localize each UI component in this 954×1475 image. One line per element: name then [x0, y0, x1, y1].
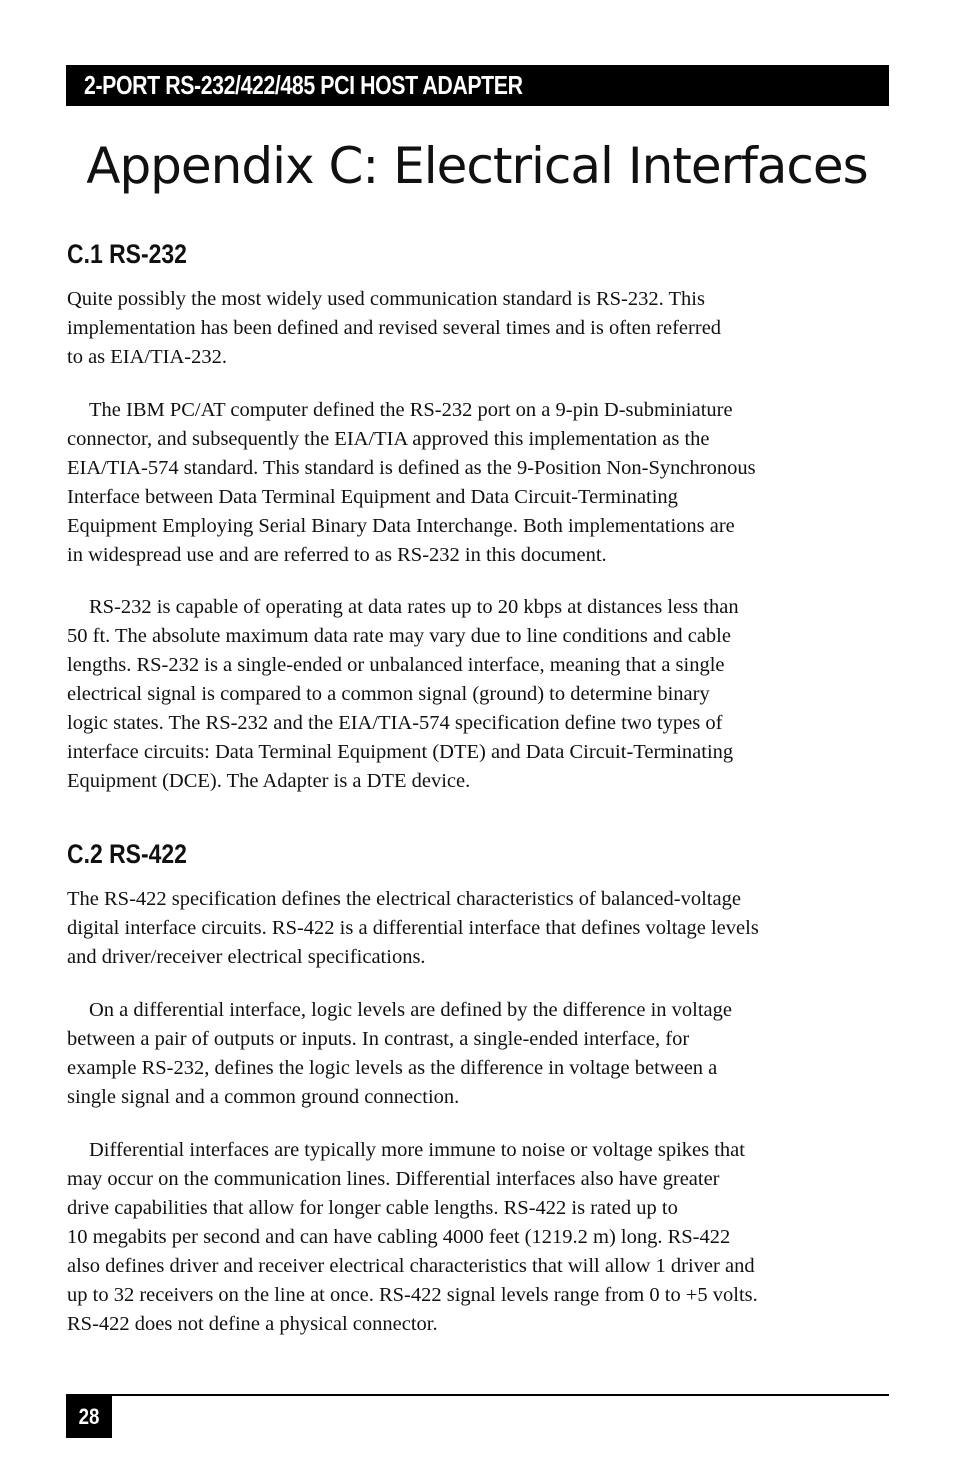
text-line: may occur on the communication lines. Differential interfaces also have greater [67, 1168, 720, 1190]
text-line: in widespread use and are referred to as RS-232 in this document. [67, 544, 607, 566]
paragraph-rs422-noise [67, 1136, 889, 1339]
text-line: digital interface circuits. RS-422 is a differential interface that defines voltage levels [67, 917, 759, 939]
text-line: Interface between Data Terminal Equipment and Data Circuit-Terminating [67, 486, 678, 508]
text-line: 10 megabits per second and can have cabling 4000 feet (1219.2 m) long. RS-422 [67, 1226, 731, 1248]
text-line: also defines driver and receiver electrical characteristics that will allow 1 driver and [67, 1255, 755, 1277]
text-line: On a differential interface, logic levels are defined by the difference in voltage [89, 999, 732, 1021]
paragraph-rs422-differential [67, 996, 889, 1112]
text-line: between a pair of outputs or inputs. In contrast, a single-ended interface, for [67, 1028, 690, 1050]
paragraph-rs232-rates [67, 593, 889, 796]
text-line: lengths. RS-232 is a single-ended or unbalanced interface, meaning that a single [67, 654, 725, 676]
text-line: 50 ft. The absolute maximum data rate may vary due to line conditions and cable [67, 625, 731, 647]
page-number: 28 [78, 1404, 100, 1429]
footer-rule [66, 1394, 889, 1396]
text-line: to as EIA/TIA-232. [67, 346, 227, 368]
paragraph-rs232-intro [67, 285, 889, 372]
text-line: logic states. The RS-232 and the EIA/TIA-574 specification define two types of [67, 712, 723, 734]
text-line: RS-232 is capable of operating at data rates up to 20 kbps at distances less than [89, 596, 739, 618]
text-line: The RS-422 specification defines the electrical characteristics of balanced-voltage [67, 888, 741, 910]
text-line: example RS-232, defines the logic levels as the difference in voltage between a [67, 1057, 718, 1079]
text-line: connector, and subsequently the EIA/TIA approved this implementation as the [67, 428, 710, 450]
text-line: implementation has been defined and revised several times and is often referred [67, 317, 722, 339]
text-line: Quite possibly the most widely used communication standard is RS-232. This [67, 288, 705, 310]
section-heading-rs422: C.2 RS-422 [67, 839, 187, 869]
running-header-bar [66, 65, 889, 106]
text-line: drive capabilities that allow for longer cable lengths. RS-422 is rated up to [67, 1197, 678, 1219]
text-line: Equipment Employing Serial Binary Data Interchange. Both implementations are [67, 515, 735, 537]
text-line: Differential interfaces are typically more immune to noise or voltage spikes that [89, 1139, 745, 1161]
section-heading-rs232: C.1 RS-232 [67, 239, 187, 269]
running-header-title: 2-PORT RS-232/422/485 PCI HOST ADAPTER [84, 70, 523, 100]
text-line: The IBM PC/AT computer defined the RS-232 port on a 9-pin D-subminiature [89, 399, 733, 421]
paragraph-rs422-intro [67, 885, 889, 972]
text-line: electrical signal is compared to a common signal (ground) to determine binary [67, 683, 710, 705]
paragraph-rs232-ibm [67, 396, 889, 570]
text-line: Equipment (DCE). The Adapter is a DTE device. [67, 770, 471, 792]
text-line: interface circuits: Data Terminal Equipment (DTE) and Data Circuit-Terminating [67, 741, 734, 763]
text-line: EIA/TIA-574 standard. This standard is defined as the 9-Position Non-Synchronous [67, 457, 756, 479]
page-number-box [66, 1394, 112, 1438]
text-line: single signal and a common ground connection. [67, 1086, 460, 1108]
text-line: up to 32 receivers on the line at once. RS-422 signal levels range from 0 to +5 volts. [67, 1284, 758, 1306]
page-title: Appendix C: Electrical Interfaces [86, 137, 868, 195]
text-line: and driver/receiver electrical specifications. [67, 946, 426, 968]
text-line: RS-422 does not define a physical connector. [67, 1313, 438, 1335]
